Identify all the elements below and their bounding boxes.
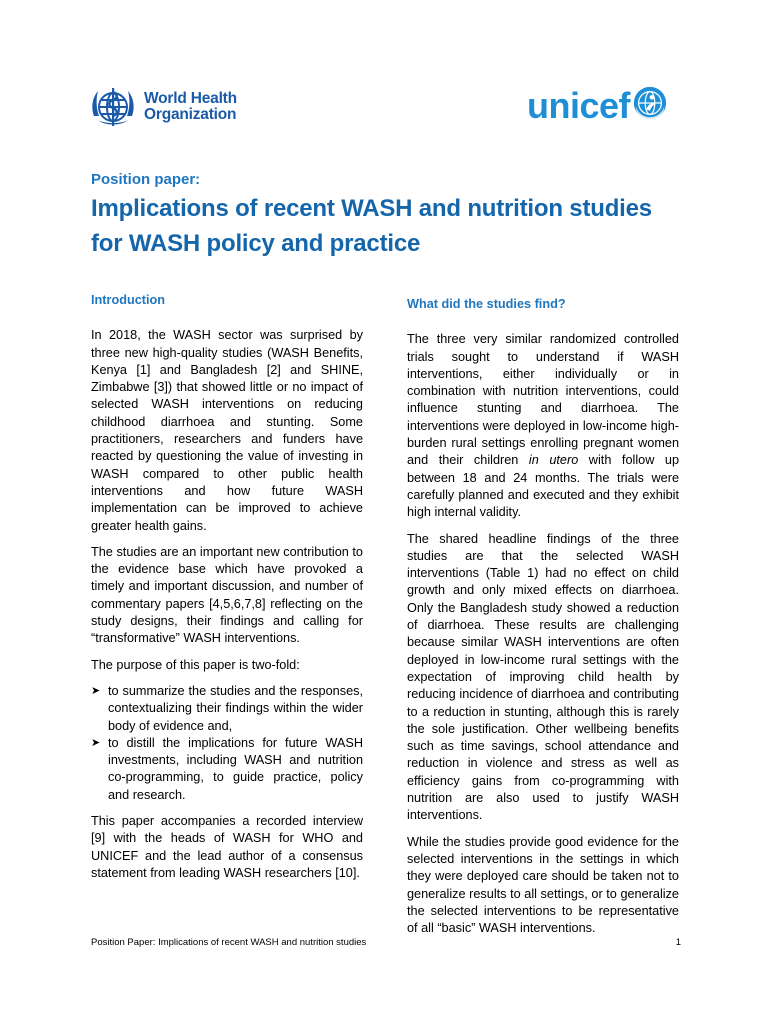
left-column	[91, 292, 363, 891]
findings-paragraph-3: While the studies provide good evidence for the selected interventions in the settings in which they were deployed care should be taken not to generalize results to all settings, or to generalize the selected interventions to be representative of all “basic” WASH interventions.	[407, 834, 679, 936]
arrow-bullet-icon: ➤	[91, 684, 101, 697]
intro-paragraph-4: This paper accompanies a recorded interview [9] with the heads of WASH for WHO and UNICEF and the lead author of a consensus statement from leading WASH researchers [10].	[91, 814, 363, 880]
who-wordmark	[144, 91, 237, 123]
purpose-item-text-2: to distill the implications for future WASH investments, including WASH and nutrition co-programming, to guide practice, policy and research.	[108, 735, 363, 802]
intro-paragraph-1: In 2018, the WASH sector was surprised by three new high-quality studies (WASH Benefits, Kenya [1] and Bangladesh [2] and SHINE, Zimbabwe [3]) that showed little or no impact of selected WASH interventions on reducing childhood diarrhoea and stunting. Some practitioners, researchers and funders have reacted by questioning the value of investing in WASH compared to other public health interventions and how future WASH implementation can be improved to achieve greater health gains.	[91, 328, 363, 533]
unicef-wordmark: unicef	[527, 85, 631, 126]
findings-p1-end: with follow up between 18 and 24 months. The trials were carefully planned and executed and they exhibit high internal validity.	[407, 453, 680, 520]
who-emblem-icon	[88, 82, 138, 132]
intro-paragraph-3: The purpose of this paper is two-fold:	[91, 657, 300, 672]
title-line-1: Implications of recent WASH and nutrition studies	[91, 195, 652, 222]
document-title	[91, 191, 711, 261]
who-logo	[88, 82, 237, 132]
document-kicker: Position paper:	[91, 171, 201, 188]
findings-p1-emphasis: in utero	[528, 453, 579, 468]
purpose-list-item	[91, 735, 363, 804]
right-column	[407, 296, 679, 946]
introduction-heading: Introduction	[91, 293, 165, 307]
purpose-list-item	[91, 683, 363, 735]
unicef-logo	[527, 86, 669, 126]
unicef-globe-icon	[631, 84, 669, 122]
findings-p1-start: The three very similar randomized controlled trials sought to understand if WASH interventions, either individually or in combination with nutrition interventions, could influence stunting and diarrhoea. The interventions were deployed in low-income high-burden rural settings enrolling pregnant women and their children	[407, 332, 679, 468]
footer-text: Position Paper: Implications of recent WASH and nutrition studies	[91, 937, 367, 948]
findings-paragraph-2: The shared headline findings of the three studies are that the selected WASH interventions (Table 1) had no effect on child growth and only mixed effects on diarrhoea. Only the Bangladesh study showed a reduction of diarrhoea. These results are challenging because similar WASH interventions are often deployed in low-income rural settings with the expectation of improving child health by reducing incidence of diarrhoea and contributing to a reduction in stunting, although this is rarely the sole justification. Other wellbeing benefits such as time savings, school attendance and reduction in violence and stress as well as efficiency gains from co-programming with nutrition are also used to justify WASH interventions.	[407, 531, 679, 823]
findings-paragraph-1	[407, 331, 679, 521]
intro-paragraph-2: The studies are an important new contribution to the evidence base which have provoked a timely and important discussion, and number of commentary papers [4,5,6,7,8] reflecting on the study designs, their findings and calling for “transformative” WASH interventions.	[91, 544, 363, 646]
page-number: 1	[675, 937, 681, 948]
who-wordmark-line2: Organization	[144, 106, 237, 123]
purpose-list	[91, 683, 363, 804]
who-wordmark-line1: World Health	[144, 90, 237, 107]
arrow-bullet-icon: ➤	[91, 736, 101, 749]
page-footer	[91, 937, 681, 948]
purpose-item-text-1: to summarize the studies and the responses, contextualizing their findings within the wider body of evidence and,	[108, 683, 363, 733]
title-line-2: for WASH policy and practice	[91, 230, 421, 257]
findings-heading: What did the studies find?	[407, 297, 566, 311]
